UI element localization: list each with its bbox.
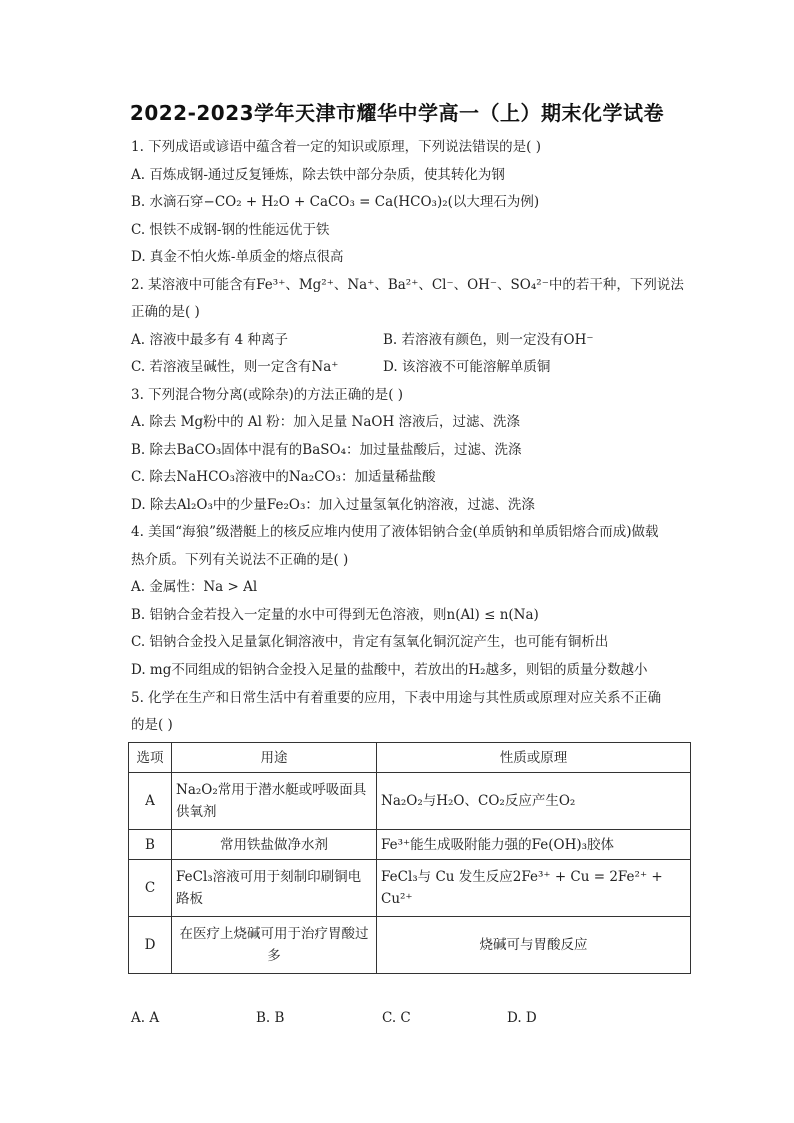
- table-cell: C: [129, 860, 172, 917]
- table-header-row: [129, 743, 691, 773]
- table-row: [129, 860, 691, 917]
- q4-option-c: C. 铝钠合金投入足量氯化铜溶液中，肯定有氢氧化铜沉淀产生，也可能有铜析出: [131, 634, 609, 650]
- q4-option-d: D. mg不同组成的铝钠合金投入足量的盐酸中，若放出的H₂越多，则铝的质量分数越小: [131, 662, 648, 678]
- q4-stem-line2: 热介质。下列有关说法不正确的是( ): [131, 552, 349, 568]
- answer-option-b: B. B: [256, 1010, 285, 1026]
- table-cell: Na₂O₂常用于潜水艇或呼吸面具供氧剂: [172, 773, 377, 830]
- table-row: [129, 917, 691, 974]
- q4-option-a: A. 金属性：Na > Al: [131, 579, 258, 595]
- table-cell: 常用铁盐做净水剂: [172, 830, 377, 860]
- answer-option-d: D. D: [507, 1010, 537, 1026]
- q4-option-b: B. 铝钠合金若投入一定量的水中可得到无色溶液，则n(Al) ≤ n(Na): [131, 607, 539, 623]
- table-cell: 烧碱可与胃酸反应: [377, 917, 691, 974]
- table-cell: D: [129, 917, 172, 974]
- q5-stem-line1: 5. 化学在生产和日常生活中有着重要的应用，下表中用途与其性质或原理对应关系不正确: [131, 690, 662, 706]
- table-header-cell: 用途: [172, 743, 377, 773]
- q1-option-d: D. 真金不怕火炼-单质金的熔点很高: [131, 249, 344, 265]
- table-header-cell: 选项: [129, 743, 172, 773]
- answer-option-a: A. A: [131, 1010, 160, 1026]
- q1-option-c: C. 恨铁不成钢-钢的性能远优于铁: [131, 222, 330, 238]
- q1-option-a: A. 百炼成钢-通过反复锤炼，除去铁中部分杂质，使其转化为钢: [131, 167, 505, 183]
- q3-option-d: D. 除去Al₂O₃中的少量Fe₂O₃：加入过量氢氧化钠溶液，过滤、洗涤: [131, 497, 535, 513]
- table-cell: FeCl₃与 Cu 发生反应2Fe³⁺ + Cu = 2Fe²⁺ + Cu²⁺: [377, 860, 691, 917]
- q3-option-c: C. 除去NaHCO₃溶液中的Na₂CO₃：加适量稀盐酸: [131, 469, 436, 485]
- table-header-cell: 性质或原理: [377, 743, 691, 773]
- table-cell: Fe³⁺能生成吸附能力强的Fe(OH)₃胶体: [377, 830, 691, 860]
- table-cell: A: [129, 773, 172, 830]
- q3-stem: 3. 下列混合物分离(或除杂)的方法正确的是( ): [131, 387, 404, 403]
- q1-stem: 1. 下列成语或谚语中蕴含着一定的知识或原理，下列说法错误的是( ): [131, 139, 541, 155]
- exam-title: 2022-2023学年天津市耀华中学高一（上）期末化学试卷: [129, 101, 665, 125]
- q4-stem-line1: 4. 美国“海狼”级潜艇上的核反应堆内使用了液体铝钠合金(单质钠和单质铝熔合而成)做载: [131, 524, 659, 540]
- table-row: [129, 830, 691, 860]
- q2-option-a: A. 溶液中最多有 4 种离子: [131, 332, 289, 348]
- q3-option-b: B. 除去BaCO₃固体中混有的BaSO₄：加过量盐酸后，过滤、洗涤: [131, 442, 522, 458]
- table-cell: 在医疗上烧碱可用于治疗胃酸过多: [172, 917, 377, 974]
- q5-table: [128, 742, 691, 974]
- table-cell: FeCl₃溶液可用于刻制印刷铜电路板: [172, 860, 377, 917]
- q2-stem-line1: 2. 某溶液中可能含有Fe³⁺、Mg²⁺、Na⁺、Ba²⁺、Cl⁻、OH⁻、SO₄²⁻中的若干种，下列说法: [131, 277, 684, 293]
- q2-option-c: C. 若溶液呈碱性，则一定含有Na⁺: [131, 359, 339, 375]
- q2-option-b: B. 若溶液有颜色，则一定没有OH⁻: [383, 332, 594, 348]
- q5-stem-line2: 的是( ): [131, 717, 173, 733]
- table-row: [129, 773, 691, 830]
- answer-option-c: C. C: [382, 1010, 411, 1026]
- q2-option-d: D. 该溶液不可能溶解单质铜: [383, 359, 551, 375]
- q3-option-a: A. 除去 Mg粉中的 Al 粉：加入足量 NaOH 溶液后，过滤、洗涤: [131, 414, 521, 430]
- table-cell: B: [129, 830, 172, 860]
- q2-stem-line2: 正确的是( ): [131, 304, 200, 320]
- table-cell: Na₂O₂与H₂O、CO₂反应产生O₂: [377, 773, 691, 830]
- q1-option-b: B. 水滴石穿−CO₂ + H₂O + CaCO₃ = Ca(HCO₃)₂(以大理石为例): [131, 194, 540, 210]
